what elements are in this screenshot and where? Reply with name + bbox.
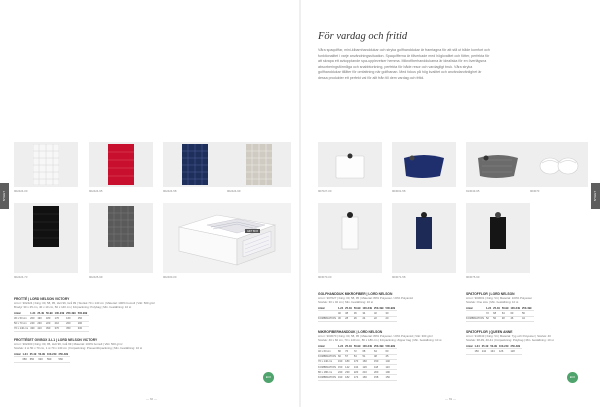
price-table-header: Antal 1-24 25-49 50-99 100-249 250-499 — [466, 306, 532, 310]
image-caption: 903071-58 — [392, 275, 406, 279]
giftbox-graphic — [177, 213, 277, 268]
table-row: 40 38 36 34 32 30 — [318, 311, 397, 316]
product-image-navy-towel — [163, 142, 227, 187]
product-desc: Art.nr: 902424 | Färg: 00, 58, 95, Hvit 96, Grå 99 | Storlek 70 x 140 cm | Material: 100% bomull | Vikt: 500 g/m² — [14, 301, 156, 305]
product-name: FROTTÉSET GIVBOX 3-I-1 | LORD NELSON VICTORY — [14, 338, 98, 342]
product-desc: Art.nr: 903001 | Färg: Vit | Material: 100% Polyester — [466, 296, 533, 300]
price-table-header: Antal 1-24 25-49 50-99 100-249 250-499 — [14, 352, 69, 356]
table-row: 680 650 620 590 560 — [14, 357, 70, 362]
product-image-red-towel — [89, 142, 153, 187]
product-desc: Art.nr: 907027 | Färg: 00, 58, 95 | Material: 80% Polyester / 20% Polyamid — [318, 296, 413, 300]
product-desc: Storlek: 40 x 60 cm, 70 x 140 cm, 80 x 180 cm | Förpackning: Zipper bag | Min. beställning: 10 st — [318, 337, 442, 342]
product-image-grey-golf-towel — [466, 142, 530, 187]
image-caption: 913043-95 — [466, 189, 480, 193]
product-name: FROTTÉ | LORD NELSON VICTORY — [14, 297, 70, 301]
hanging-towel-white-graphic — [340, 211, 360, 251]
chapter-tab-right: NYHET — [591, 183, 600, 209]
product-name: SPATOFFLOR | QUEEN ANNE — [466, 330, 513, 334]
page-number-right: — 69 — — [445, 397, 457, 401]
price-table — [14, 311, 89, 332]
table-row: 80 x 180 cm 240 230 220 210 200 190 — [318, 370, 397, 375]
product-image-white-slippers — [318, 142, 382, 187]
product-block-slippers-queen-anne — [466, 330, 576, 355]
table-row: 70 x 140 cm 430 410 390 370 350 330 — [14, 326, 89, 331]
table-row: KOMBINATION 52 50 48 46 44 — [466, 316, 534, 321]
price-table-header: Antal 1-24 25-49 50-99 100-249 250-499 500-999 — [318, 306, 396, 310]
product-desc: Storlek: 2 st 50 x 70 cm, 1 st 70 x 140 cm | Förpackning: Presentförpackning | Min. beställning: 10 st — [14, 345, 143, 350]
product-image-spa-slippers — [530, 142, 588, 187]
golf-towel-grey-graphic — [474, 150, 522, 180]
image-caption: 902424-95 — [89, 189, 103, 193]
table-row: KOMBINATION 150 142 134 126 118 110 — [318, 364, 397, 369]
towel-black-graphic — [33, 206, 59, 247]
product-block-golf-towel — [318, 292, 423, 322]
product-image-white-towel — [14, 142, 78, 187]
product-name: MIKROFIBERHANDDUK | LORD NELSON — [318, 330, 383, 334]
image-caption: 903075-99 — [466, 275, 480, 279]
product-block-giftbox — [14, 338, 154, 363]
product-desc: Storlek: 38-39, 40-41 | Förpackning: Polybag | Min. beställning: 10 st — [466, 337, 554, 342]
image-caption: 903070-00 — [318, 275, 332, 279]
image-caption: 903001-58 — [392, 189, 406, 193]
product-desc: Brodyr 30 x 25 cm, 40 x 10 cm, 50 x 140 cm | Förpackning: Polybag | Min. beställning: 10 st — [14, 304, 132, 309]
image-caption: 902424-00 — [14, 189, 28, 193]
eco-badge-icon: ECO — [263, 372, 274, 383]
golf-towel-blue-graphic — [400, 150, 448, 180]
product-image-white-golf-towel — [318, 203, 382, 273]
page-title: För vardag och fritid — [318, 31, 408, 42]
price-table-header: Antal 1-24 25-49 50-99 100-249 250-499 500-999 — [318, 344, 396, 348]
slippers-graphic — [536, 152, 582, 178]
eco-badge-icon: ECO — [567, 372, 578, 383]
table-row: 70 x 140 cm 190 180 170 160 150 140 — [318, 359, 397, 364]
table-row: KOMBINATION 60 57 54 51 48 45 — [318, 354, 397, 359]
table-row: 150 142 134 126 118 — [466, 349, 522, 354]
product-image-grey-towel — [227, 142, 291, 187]
image-caption: 903070 — [530, 189, 540, 193]
product-image-darkgrey-towel — [89, 203, 153, 273]
product-block-slippers-lord-nelson — [466, 292, 576, 322]
towel-grey-graphic — [246, 144, 272, 185]
image-caption: 902400-00 — [163, 275, 177, 279]
hanging-towel-navy-graphic — [414, 211, 434, 251]
product-name: SPATOFFLOR | LORD NELSON — [466, 292, 515, 296]
intro-paragraph: Våra spaqolffar, mini-klbarnhanddukar och stryka golfhanddukar är framtagna för att stå ut både komfort och funktionalitet i varje användningssituation. Spaqolfferna är tillverkade med högkvalitet och fötter, perfekta för att skrapa ett avkopplande spa-upplevelser hemma. Mikrofiberhanddukarna är idealiska för en överlägsna absorberingsförmåga och snabbtorkning, perfekta för både resor och vardagligt bruk. Våra stryka golfhanddukar tillåter för omfattning när golfbanan. Med fokus på hög kvalitet och användarvänlighet är dessa produkter ett perfekt val för allt från till dem vardag och fritid. — [318, 48, 490, 80]
hanging-towel-black-graphic — [488, 211, 508, 251]
price-table — [14, 352, 70, 362]
product-block-microfiber — [318, 330, 442, 381]
image-caption: 902424-99 — [227, 189, 241, 193]
towel-darkgrey-graphic — [108, 206, 134, 247]
price-table-header: Antal 1-24 25-49 50-99 100-249 250-499 — [466, 344, 521, 348]
product-desc: Art.nr: 902400 | Färg: 00, 95, Hvit 96, Grå 99 | Material: 100% bomull | Vikt: 500 g/m² — [14, 342, 123, 346]
image-caption: 902424-58 — [163, 189, 177, 193]
golf-towel-white-graphic — [330, 152, 370, 180]
table-row: KOMBINATION 30 28 26 24 22 20 — [318, 316, 397, 321]
price-table — [318, 344, 397, 380]
image-caption: 902425-99 — [89, 275, 103, 279]
giftbox-sticker: GIFT BOX — [246, 229, 259, 233]
product-name: GOLFHANDDUK MIKROFIBER | LORD NELSON — [318, 292, 393, 296]
price-table — [466, 344, 522, 354]
price-table-header: Antal 1-24 25-49 50-99 100-249 250-499 500-999 — [14, 311, 88, 315]
product-image-giftbox — [163, 203, 291, 273]
product-desc: Storlek: One size | Min. beställning: 10 st — [466, 299, 519, 304]
table-row: 40 x 60 cm 80 76 72 68 64 60 — [318, 349, 397, 354]
chapter-tab-left: NYHET — [0, 183, 9, 209]
table-row: 50 x 70 cm 240 230 220 210 200 190 — [14, 321, 89, 326]
table-row: KOMBINATION 190 182 174 166 158 150 — [318, 375, 397, 380]
page-number-left: — 66 — — [146, 397, 158, 401]
table-row: 30 x 50 cm 200 190 180 170 160 150 — [14, 316, 89, 321]
product-desc: Art.nr: 913043 | Färg: Vit | Material: Tyg och Polyester | Storlek: 40 — [466, 334, 551, 338]
table-row: 72 68 64 60 56 — [466, 311, 534, 316]
product-image-blue-golf-towel — [392, 142, 456, 187]
towel-red-graphic — [108, 144, 134, 185]
towel-navy-graphic — [182, 144, 208, 185]
price-table — [318, 306, 397, 322]
product-image-black-golf-towel — [466, 203, 530, 273]
product-desc: Art.nr: 903070 | Färg: 00, 58, 95 | Material: 80% Polyester / 20% Polyamid | Vikt: 300 g/m² — [318, 334, 433, 338]
product-image-black-towel — [14, 203, 78, 273]
price-table — [466, 306, 534, 322]
towel-white-graphic — [33, 144, 59, 185]
page-gutter — [299, 0, 301, 407]
image-caption: 907027-00 — [318, 189, 332, 193]
image-caption: 902424-73 — [14, 275, 28, 279]
product-image-navy-golf-towel — [392, 203, 456, 273]
product-block-frotte — [14, 297, 154, 332]
product-desc: Storlek: 30 x 40 cm | Min. beställning: 10 st — [318, 299, 374, 304]
